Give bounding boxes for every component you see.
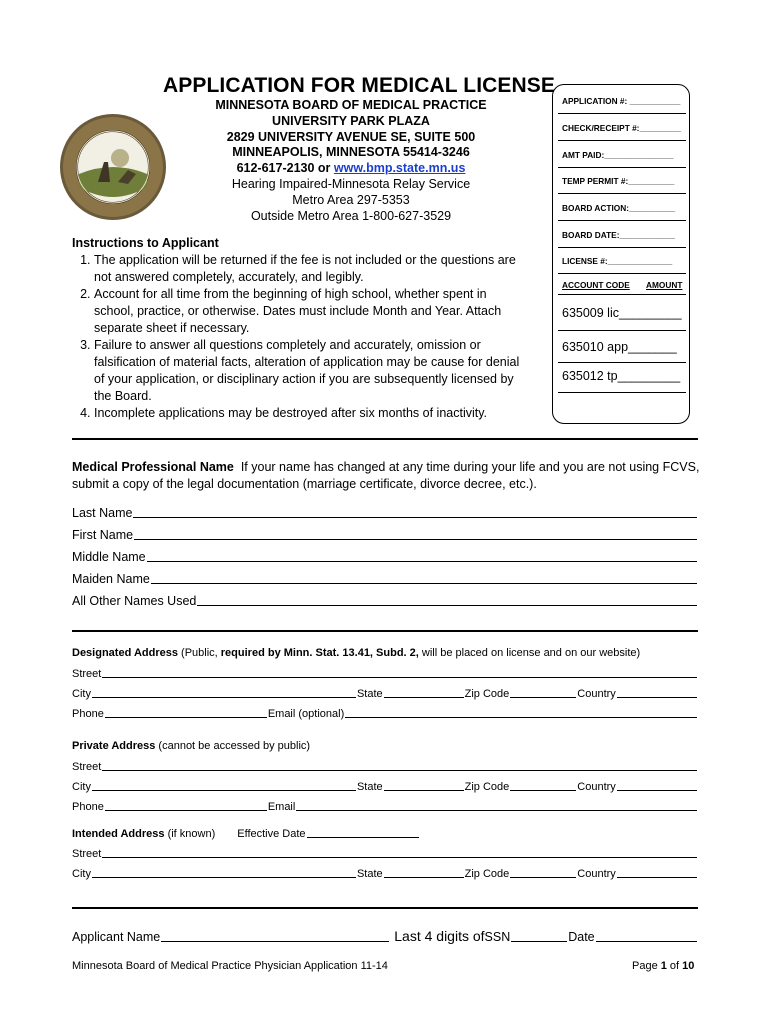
private-phone-input[interactable] (105, 799, 267, 811)
date-label: Date (568, 930, 595, 944)
private-city-input[interactable] (92, 779, 356, 791)
office-divider (558, 247, 686, 248)
board-phone-line (196, 161, 506, 177)
first-name-label: First Name (72, 528, 134, 542)
phone-label: Phone (72, 801, 104, 813)
private-state-input[interactable] (384, 779, 464, 791)
last-name-label: Last Name (72, 506, 133, 520)
relay-service: Hearing Impaired-Minnesota Relay Service (231, 176, 471, 191)
last-name-row[interactable] (72, 506, 698, 520)
email-label: Email (267, 801, 296, 813)
maiden-name-input[interactable] (151, 572, 697, 584)
phone-label: Phone (72, 708, 104, 720)
other-names-label: All Other Names Used (72, 594, 197, 608)
first-name-row[interactable] (72, 528, 698, 542)
middle-name-row[interactable] (72, 550, 698, 564)
amt-paid-field[interactable]: AMT PAID:_______________ (562, 150, 674, 160)
board-date-field[interactable]: BOARD DATE:____________ (562, 230, 675, 240)
intended-street-input[interactable] (102, 846, 697, 858)
intended-zip-input[interactable] (510, 866, 576, 878)
city-label: City (72, 781, 91, 793)
ssn-label: SSN (484, 930, 511, 944)
outside-metro-phone: Outside Metro Area 1-800-627-3529 (250, 208, 452, 223)
designated-phone-row[interactable] (72, 706, 698, 720)
account-code-license[interactable]: 635009 lic_________ (562, 306, 682, 320)
country-label: Country (577, 781, 616, 793)
account-code-temp-permit[interactable]: 635012 tp_________ (562, 369, 681, 383)
street-label: Street (72, 848, 102, 860)
board-plaza: UNIVERSITY PARK PLAZA (272, 113, 430, 128)
section-divider (72, 438, 698, 440)
state-seal-logo (58, 112, 168, 222)
last4-label: Last 4 digits of (394, 928, 485, 944)
country-label: Country (577, 688, 616, 700)
designated-street-input[interactable] (102, 666, 697, 678)
intended-city-input[interactable] (92, 866, 356, 878)
board-phone: 612-617-2130 or (236, 161, 331, 176)
amount-header: AMOUNT (646, 280, 683, 290)
private-email-input[interactable] (296, 799, 697, 811)
designated-phone-input[interactable] (105, 706, 267, 718)
instruction-item: 3. Failure to answer all questions completely and accurately, omission or falsification of material facts, alteration of application may be cause for denial of your application, or disciplinary action if you are subsequently licensed by the Board. (94, 337, 522, 405)
instructions-heading: Instructions to Applicant (72, 236, 219, 250)
zip-label: Zip Code (464, 688, 510, 700)
section-divider (72, 630, 698, 632)
maiden-name-row[interactable] (72, 572, 698, 586)
instruction-item: 4. Incomplete applications may be destroyed after six months of inactivity. (94, 405, 522, 422)
office-divider (558, 220, 686, 221)
applicant-row[interactable] (72, 928, 698, 944)
street-label: Street (72, 761, 102, 773)
street-label: Street (72, 668, 102, 680)
city-label: City (72, 688, 91, 700)
private-address-heading: Private Address (cannot be accessed by public) (72, 740, 311, 752)
intended-address-note: (if known) (167, 828, 216, 840)
state-label: State (356, 868, 383, 880)
instruction-item: 1. The application will be returned if the fee is not included or the questions are not answered completely, accurately, and legibly. (94, 252, 522, 286)
office-divider (558, 392, 686, 393)
office-divider (558, 113, 686, 114)
private-city-row[interactable] (72, 779, 698, 793)
other-names-input[interactable] (197, 594, 697, 606)
board-city: MINNEAPOLIS, MINNESOTA 55414-3246 (232, 145, 470, 160)
license-number-field[interactable]: LICENSE #:______________ (562, 256, 673, 266)
instruction-item: 2. Account for all time from the beginning of high school, whether spent in school, practice, or otherwise. Dates must include Month and Year. Attach separate sheet if necessary. (94, 286, 522, 337)
first-name-input[interactable] (134, 528, 697, 540)
application-number-field[interactable]: APPLICATION #: ___________ (562, 96, 681, 106)
date-input[interactable] (596, 930, 697, 942)
email-optional-label: Email (optional) (267, 708, 345, 720)
temp-permit-field[interactable]: TEMP PERMIT #:__________ (562, 176, 675, 186)
page-title: APPLICATION FOR MEDICAL LICENSE (163, 74, 555, 97)
name-section-text: If your name has changed at any time during your life and you are not using FCVS, submit a copy of the legal documentation (marriage certificate, divorce decree, etc.). (72, 460, 700, 491)
applicant-name-input[interactable] (161, 930, 389, 942)
board-action-field[interactable]: BOARD ACTION:__________ (562, 203, 676, 213)
city-label: City (72, 868, 91, 880)
metro-phone: Metro Area 297-5353 (292, 192, 410, 207)
page-number: Page 1 of 10 (632, 960, 695, 972)
state-label: State (356, 688, 383, 700)
section-divider (72, 907, 698, 909)
maiden-name-label: Maiden Name (72, 572, 150, 586)
middle-name-input[interactable] (147, 550, 697, 562)
office-divider (558, 193, 686, 194)
office-divider (558, 294, 686, 295)
check-receipt-field[interactable]: CHECK/RECEIPT #:_________ (562, 123, 681, 133)
account-code-header: ACCOUNT CODE (562, 280, 630, 290)
office-divider (558, 330, 686, 331)
applicant-name-label: Applicant Name (72, 930, 161, 944)
designated-email-input[interactable] (345, 706, 697, 718)
middle-name-label: Middle Name (72, 550, 146, 564)
last-name-input[interactable] (133, 506, 697, 518)
private-street-input[interactable] (102, 759, 697, 771)
name-section-heading: Medical Professional Name (72, 460, 234, 474)
office-divider (558, 362, 686, 363)
intended-address-row[interactable] (72, 826, 432, 840)
account-code-application[interactable]: 635010 app_______ (562, 340, 677, 354)
footer-form-id: Minnesota Board of Medical Practice Physician Application 11-14 (72, 960, 388, 972)
private-zip-input[interactable] (510, 779, 576, 791)
name-section-intro (72, 459, 702, 493)
intended-country-input[interactable] (617, 866, 697, 878)
board-website-link[interactable]: www.bmp.state.mn.us (333, 161, 466, 176)
office-divider (558, 167, 686, 168)
board-address: 2829 UNIVERSITY AVENUE SE, SUITE 500 (226, 129, 476, 144)
private-street-row[interactable] (72, 759, 698, 773)
effective-date-label: Effective Date (237, 828, 306, 840)
intended-city-row[interactable] (72, 866, 698, 880)
board-name: MINNESOTA BOARD OF MEDICAL PRACTICE (215, 98, 487, 112)
designated-city-row[interactable] (72, 686, 698, 700)
intended-state-input[interactable] (384, 866, 464, 878)
intended-street-row[interactable] (72, 846, 698, 860)
designated-zip-input[interactable] (510, 686, 576, 698)
other-names-row[interactable] (72, 594, 698, 608)
intended-address-heading: Intended Address (72, 828, 165, 840)
instructions (72, 235, 522, 422)
designated-city-input[interactable] (92, 686, 356, 698)
zip-label: Zip Code (464, 781, 510, 793)
office-divider (558, 273, 686, 274)
country-label: Country (577, 868, 616, 880)
state-label: State (356, 781, 383, 793)
office-divider (558, 140, 686, 141)
designated-address-heading: Designated Address (Public, required by Minn. Stat. 13.41, Subd. 2, will be placed on license and on our website) (72, 647, 641, 659)
zip-label: Zip Code (464, 868, 510, 880)
private-country-input[interactable] (617, 779, 697, 791)
private-phone-row[interactable] (72, 799, 698, 813)
designated-country-input[interactable] (617, 686, 697, 698)
ssn-input[interactable] (511, 930, 567, 942)
designated-street-row[interactable] (72, 666, 698, 680)
designated-state-input[interactable] (384, 686, 464, 698)
effective-date-input[interactable] (307, 826, 419, 838)
